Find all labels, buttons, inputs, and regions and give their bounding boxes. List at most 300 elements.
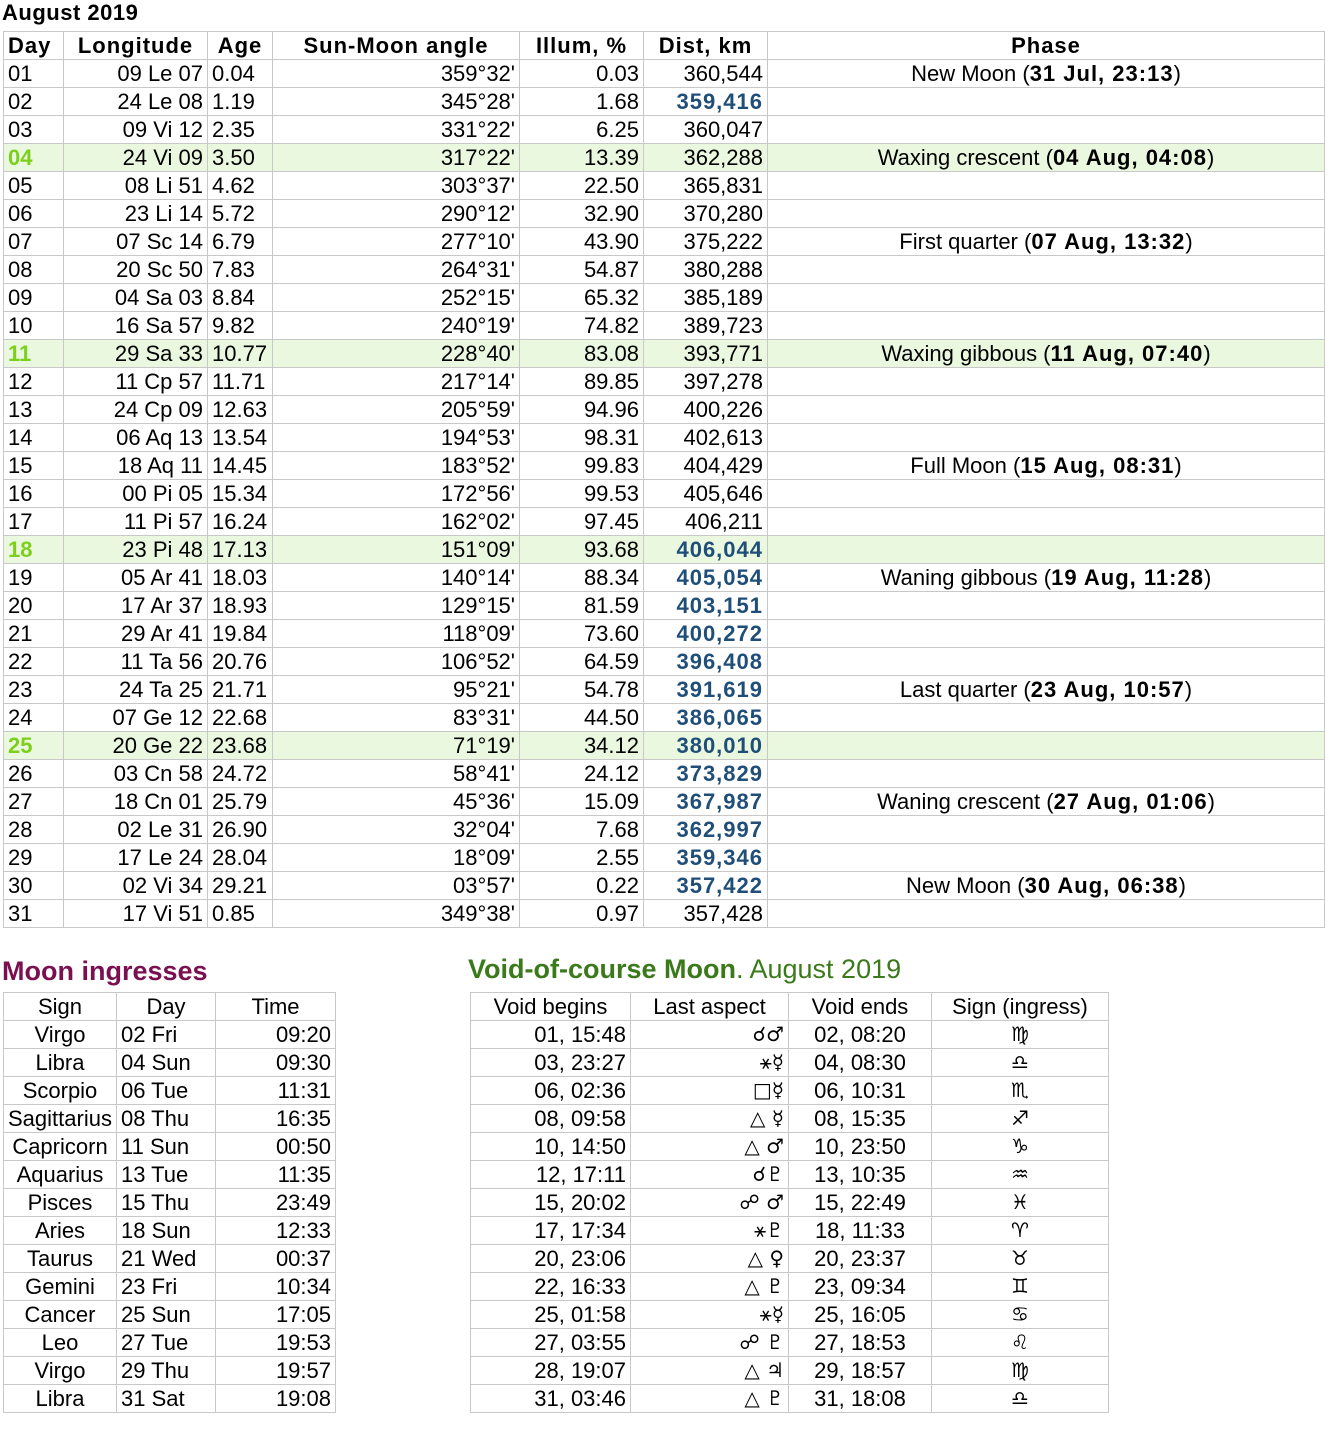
cell-angle: 32°04'	[273, 816, 520, 844]
cell-longitude: 09 Le 07	[64, 60, 208, 88]
cell-phase	[768, 480, 1325, 508]
cell-day: 18	[4, 536, 64, 564]
cell-dist: 370,280	[644, 200, 768, 228]
table-row	[4, 1189, 336, 1217]
cell-illum: 7.68	[520, 816, 644, 844]
cell-void-ends: 10, 23:50	[789, 1133, 932, 1161]
cell-time: 11:35	[216, 1161, 336, 1189]
cell-angle: 317°22'	[273, 144, 520, 172]
phase-name: Waning gibbous (	[880, 565, 1052, 590]
cell-last-aspect: △ ♂	[631, 1133, 789, 1161]
cell-longitude: 06 Aq 13	[64, 424, 208, 452]
cell-sign-ingress: ♋	[932, 1301, 1109, 1329]
table-row	[4, 340, 1325, 368]
table-row	[4, 1217, 336, 1245]
phase-time: 27 Aug, 01:06	[1053, 789, 1208, 814]
col-header-day: Day	[4, 32, 64, 60]
cell-sign-ingress: ♓	[932, 1189, 1109, 1217]
phase-time: 07 Aug, 13:32	[1031, 229, 1186, 254]
phase-name: New Moon (	[906, 873, 1025, 898]
table-row	[471, 1049, 1109, 1077]
cell-age: 24.72	[208, 760, 273, 788]
cell-longitude: 29 Ar 41	[64, 620, 208, 648]
cell-last-aspect: △ ♀	[631, 1245, 789, 1273]
cell-longitude: 08 Li 51	[64, 172, 208, 200]
table-row	[471, 1245, 1109, 1273]
cell-illum: 0.97	[520, 900, 644, 928]
cell-day: 23	[4, 676, 64, 704]
phase-name: New Moon (	[911, 61, 1030, 86]
cell-void-begins: 28, 19:07	[471, 1357, 631, 1385]
phase-close: )	[1203, 565, 1212, 590]
table-row	[471, 1329, 1109, 1357]
cell-sign-ingress: ♍	[932, 1021, 1109, 1049]
cell-phase	[768, 732, 1325, 760]
table-row	[4, 116, 1325, 144]
cell-day: 29	[4, 844, 64, 872]
cell-sign: Gemini	[4, 1273, 117, 1301]
cell-sign: Leo	[4, 1329, 117, 1357]
cell-angle: 331°22'	[273, 116, 520, 144]
table-row	[4, 592, 1325, 620]
cell-age: 22.68	[208, 704, 273, 732]
cell-illum: 34.12	[520, 732, 644, 760]
cell-void-ends: 29, 18:57	[789, 1357, 932, 1385]
void-title-suffix: . August 2019	[735, 954, 902, 984]
cell-day: 14	[4, 424, 64, 452]
phase-close: )	[1206, 145, 1215, 170]
cell-phase	[768, 200, 1325, 228]
cell-sign: Taurus	[4, 1245, 117, 1273]
cell-age: 7.83	[208, 256, 273, 284]
cell-last-aspect: △ ♇	[631, 1385, 789, 1413]
cell-day: 23 Fri	[117, 1273, 216, 1301]
table-row	[4, 256, 1325, 284]
cell-day: 22	[4, 648, 64, 676]
cell-dist: 405,054	[644, 564, 768, 592]
cell-void-ends: 27, 18:53	[789, 1329, 932, 1357]
cell-age: 2.35	[208, 116, 273, 144]
cell-dist: 391,619	[644, 676, 768, 704]
cell-dist: 380,010	[644, 732, 768, 760]
cell-phase	[768, 844, 1325, 872]
table-row	[4, 676, 1325, 704]
cell-age: 29.21	[208, 872, 273, 900]
cell-day: 10	[4, 312, 64, 340]
cell-dist: 406,044	[644, 536, 768, 564]
table-row	[4, 1133, 336, 1161]
cell-illum: 99.53	[520, 480, 644, 508]
cell-day: 13 Tue	[117, 1161, 216, 1189]
cell-longitude: 24 Le 08	[64, 88, 208, 116]
cell-angle: 18°09'	[273, 844, 520, 872]
cell-day: 01	[4, 60, 64, 88]
cell-angle: 349°38'	[273, 900, 520, 928]
cell-longitude: 16 Sa 57	[64, 312, 208, 340]
cell-day: 25	[4, 732, 64, 760]
table-row	[471, 1161, 1109, 1189]
phase-name: First quarter (	[899, 229, 1032, 254]
cell-angle: 277°10'	[273, 228, 520, 256]
table-row	[4, 844, 1325, 872]
table-row	[471, 1133, 1109, 1161]
cell-longitude: 11 Pi 57	[64, 508, 208, 536]
table-row	[471, 1021, 1109, 1049]
cell-longitude: 11 Ta 56	[64, 648, 208, 676]
cell-age: 11.71	[208, 368, 273, 396]
cell-illum: 2.55	[520, 844, 644, 872]
cell-dist: 396,408	[644, 648, 768, 676]
col-header-dist: Dist, km	[644, 32, 768, 60]
cell-age: 14.45	[208, 452, 273, 480]
cell-phase	[768, 760, 1325, 788]
cell-age: 21.71	[208, 676, 273, 704]
table-row	[4, 452, 1325, 480]
cell-dist: 380,288	[644, 256, 768, 284]
cell-void-ends: 23, 09:34	[789, 1273, 932, 1301]
cell-phase	[768, 312, 1325, 340]
cell-phase	[768, 116, 1325, 144]
col-header-angle: Sun-Moon angle	[273, 32, 520, 60]
cell-sign: Capricorn	[4, 1133, 117, 1161]
cell-void-begins: 01, 15:48	[471, 1021, 631, 1049]
cell-age: 10.77	[208, 340, 273, 368]
table-row	[4, 732, 1325, 760]
cell-sign-ingress: ♒	[932, 1161, 1109, 1189]
cell-longitude: 02 Vi 34	[64, 872, 208, 900]
table-row	[4, 508, 1325, 536]
cell-day: 27	[4, 788, 64, 816]
cell-illum: 0.22	[520, 872, 644, 900]
cell-time: 16:35	[216, 1105, 336, 1133]
cell-void-ends: 08, 15:35	[789, 1105, 932, 1133]
cell-angle: 240°19'	[273, 312, 520, 340]
table-row	[4, 1385, 336, 1413]
table-row	[471, 1217, 1109, 1245]
cell-sign: Pisces	[4, 1189, 117, 1217]
cell-age: 16.24	[208, 508, 273, 536]
table-row	[4, 1161, 336, 1189]
cell-day: 11	[4, 340, 64, 368]
table-row	[4, 396, 1325, 424]
cell-illum: 22.50	[520, 172, 644, 200]
moon-phase-table	[3, 31, 1325, 928]
phase-name: Last quarter (	[899, 677, 1031, 702]
cell-longitude: 18 Cn 01	[64, 788, 208, 816]
cell-dist: 362,288	[644, 144, 768, 172]
cell-longitude: 02 Le 31	[64, 816, 208, 844]
cell-day: 27 Tue	[117, 1329, 216, 1357]
cell-angle: 217°14'	[273, 368, 520, 396]
cell-phase	[768, 228, 1325, 256]
cell-sign: Virgo	[4, 1021, 117, 1049]
cell-phase	[768, 452, 1325, 480]
col-header-longitude: Longitude	[64, 32, 208, 60]
table-row	[4, 648, 1325, 676]
cell-last-aspect: △ ☿	[631, 1105, 789, 1133]
cell-longitude: 24 Vi 09	[64, 144, 208, 172]
cell-time: 09:20	[216, 1021, 336, 1049]
cell-last-aspect: ☍ ♂	[631, 1189, 789, 1217]
cell-dist: 389,723	[644, 312, 768, 340]
table-row	[471, 1357, 1109, 1385]
table-row	[4, 872, 1325, 900]
cell-longitude: 00 Pi 05	[64, 480, 208, 508]
cell-age: 6.79	[208, 228, 273, 256]
cell-day: 11 Sun	[117, 1133, 216, 1161]
cell-illum: 0.03	[520, 60, 644, 88]
table-row	[4, 228, 1325, 256]
cell-age: 1.19	[208, 88, 273, 116]
table-row	[4, 704, 1325, 732]
cell-sign: Aquarius	[4, 1161, 117, 1189]
cell-day: 06 Tue	[117, 1077, 216, 1105]
table-row	[4, 1105, 336, 1133]
phase-name: Waxing crescent (	[877, 145, 1053, 170]
cell-age: 0.85	[208, 900, 273, 928]
cell-longitude: 04 Sa 03	[64, 284, 208, 312]
cell-illum: 88.34	[520, 564, 644, 592]
cell-age: 18.03	[208, 564, 273, 592]
cell-illum: 99.83	[520, 452, 644, 480]
phase-time: 04 Aug, 04:08	[1052, 145, 1207, 170]
cell-phase	[768, 256, 1325, 284]
cell-phase	[768, 88, 1325, 116]
cell-age: 17.13	[208, 536, 273, 564]
table-header-row	[4, 32, 1325, 60]
cell-longitude: 05 Ar 41	[64, 564, 208, 592]
cell-void-begins: 27, 03:55	[471, 1329, 631, 1357]
cell-day: 18 Sun	[117, 1217, 216, 1245]
table-row	[4, 1273, 336, 1301]
phase-close: )	[1178, 873, 1186, 898]
table-row	[4, 368, 1325, 396]
col-header-time: Time	[216, 993, 336, 1021]
cell-sign: Cancer	[4, 1301, 117, 1329]
cell-phase	[768, 340, 1325, 368]
cell-angle: 03°57'	[273, 872, 520, 900]
cell-day: 26	[4, 760, 64, 788]
cell-illum: 64.59	[520, 648, 644, 676]
void-table	[470, 992, 1109, 1413]
cell-age: 9.82	[208, 312, 273, 340]
cell-dist: 386,065	[644, 704, 768, 732]
cell-illum: 65.32	[520, 284, 644, 312]
cell-sign: Scorpio	[4, 1077, 117, 1105]
cell-day: 17	[4, 508, 64, 536]
table-row	[4, 1049, 336, 1077]
phase-close: )	[1185, 229, 1193, 254]
phase-time: 23 Aug, 10:57	[1030, 677, 1185, 702]
cell-angle: 95°21'	[273, 676, 520, 704]
phase-time: 31 Jul, 23:13	[1029, 61, 1174, 86]
table-row	[4, 1357, 336, 1385]
cell-longitude: 18 Aq 11	[64, 452, 208, 480]
cell-phase	[768, 872, 1325, 900]
cell-time: 11:31	[216, 1077, 336, 1105]
cell-last-aspect: ⚹♇	[631, 1217, 789, 1245]
col-header-phase: Phase	[768, 32, 1325, 60]
cell-day: 21 Wed	[117, 1245, 216, 1273]
cell-angle: 106°52'	[273, 648, 520, 676]
table-row	[4, 200, 1325, 228]
table-row	[4, 424, 1325, 452]
cell-phase	[768, 676, 1325, 704]
col-header-illum: Illum, %	[520, 32, 644, 60]
cell-dist: 360,544	[644, 60, 768, 88]
phase-close: )	[1203, 341, 1211, 366]
cell-age: 13.54	[208, 424, 273, 452]
cell-angle: 151°09'	[273, 536, 520, 564]
cell-dist: 359,416	[644, 88, 768, 116]
cell-longitude: 24 Ta 25	[64, 676, 208, 704]
cell-angle: 172°56'	[273, 480, 520, 508]
cell-age: 15.34	[208, 480, 273, 508]
cell-day: 20	[4, 592, 64, 620]
cell-illum: 1.68	[520, 88, 644, 116]
cell-day: 08	[4, 256, 64, 284]
cell-angle: 290°12'	[273, 200, 520, 228]
table-row	[4, 816, 1325, 844]
cell-day: 31 Sat	[117, 1385, 216, 1413]
cell-dist: 403,151	[644, 592, 768, 620]
cell-sign-ingress: ♎	[932, 1049, 1109, 1077]
cell-phase	[768, 788, 1325, 816]
cell-longitude: 20 Sc 50	[64, 256, 208, 284]
cell-last-aspect: □☿	[631, 1077, 789, 1105]
cell-day: 08 Thu	[117, 1105, 216, 1133]
cell-void-begins: 20, 23:06	[471, 1245, 631, 1273]
cell-angle: 71°19'	[273, 732, 520, 760]
cell-phase	[768, 424, 1325, 452]
cell-illum: 6.25	[520, 116, 644, 144]
table-row	[471, 1105, 1109, 1133]
col-header-last-aspect: Last aspect	[631, 993, 789, 1021]
cell-illum: 97.45	[520, 508, 644, 536]
cell-void-ends: 04, 08:30	[789, 1049, 932, 1077]
page-title: August 2019	[2, 0, 139, 25]
phase-time: 19 Aug, 11:28	[1051, 565, 1204, 590]
cell-phase	[768, 900, 1325, 928]
cell-phase	[768, 396, 1325, 424]
cell-day: 31	[4, 900, 64, 928]
cell-angle: 359°32'	[273, 60, 520, 88]
cell-dist: 397,278	[644, 368, 768, 396]
cell-void-begins: 12, 17:11	[471, 1161, 631, 1189]
cell-void-ends: 20, 23:37	[789, 1245, 932, 1273]
table-row	[4, 564, 1325, 592]
cell-illum: 24.12	[520, 760, 644, 788]
cell-age: 18.93	[208, 592, 273, 620]
cell-void-ends: 31, 18:08	[789, 1385, 932, 1413]
cell-time: 00:50	[216, 1133, 336, 1161]
cell-time: 10:34	[216, 1273, 336, 1301]
cell-void-begins: 03, 23:27	[471, 1049, 631, 1077]
table-row	[4, 1329, 336, 1357]
cell-dist: 404,429	[644, 452, 768, 480]
cell-phase	[768, 144, 1325, 172]
cell-time: 23:49	[216, 1189, 336, 1217]
cell-illum: 54.87	[520, 256, 644, 284]
cell-void-ends: 02, 08:20	[789, 1021, 932, 1049]
cell-day: 16	[4, 480, 64, 508]
cell-longitude: 09 Vi 12	[64, 116, 208, 144]
cell-day: 04	[4, 144, 64, 172]
cell-void-begins: 15, 20:02	[471, 1189, 631, 1217]
cell-phase	[768, 592, 1325, 620]
table-row	[4, 284, 1325, 312]
table-row	[4, 760, 1325, 788]
cell-day: 06	[4, 200, 64, 228]
cell-sign-ingress: ♌	[932, 1329, 1109, 1357]
cell-time: 09:30	[216, 1049, 336, 1077]
cell-longitude: 29 Sa 33	[64, 340, 208, 368]
void-title-main: Void-of-course Moon	[468, 954, 736, 984]
phase-close: )	[1173, 61, 1181, 86]
cell-longitude: 11 Cp 57	[64, 368, 208, 396]
cell-dist: 373,829	[644, 760, 768, 788]
cell-last-aspect: ⚹☿	[631, 1301, 789, 1329]
cell-illum: 73.60	[520, 620, 644, 648]
cell-phase	[768, 704, 1325, 732]
col-header-void-ends: Void ends	[789, 993, 932, 1021]
cell-age: 23.68	[208, 732, 273, 760]
cell-day: 21	[4, 620, 64, 648]
cell-day: 03	[4, 116, 64, 144]
cell-illum: 83.08	[520, 340, 644, 368]
cell-longitude: 07 Ge 12	[64, 704, 208, 732]
cell-sign-ingress: ♑	[932, 1133, 1109, 1161]
cell-void-begins: 25, 01:58	[471, 1301, 631, 1329]
cell-illum: 43.90	[520, 228, 644, 256]
cell-angle: 183°52'	[273, 452, 520, 480]
cell-void-begins: 22, 16:33	[471, 1273, 631, 1301]
table-row	[471, 1301, 1109, 1329]
table-row	[4, 60, 1325, 88]
cell-day: 15	[4, 452, 64, 480]
cell-sign-ingress: ♉	[932, 1245, 1109, 1273]
cell-dist: 367,987	[644, 788, 768, 816]
cell-angle: 83°31'	[273, 704, 520, 732]
table-row	[4, 172, 1325, 200]
cell-angle: 303°37'	[273, 172, 520, 200]
cell-day: 25 Sun	[117, 1301, 216, 1329]
phase-close: )	[1207, 789, 1215, 814]
phase-close: )	[1184, 677, 1193, 702]
cell-dist: 385,189	[644, 284, 768, 312]
cell-illum: 98.31	[520, 424, 644, 452]
cell-day: 02	[4, 88, 64, 116]
table-row	[471, 1077, 1109, 1105]
col-header-age: Age	[208, 32, 273, 60]
cell-dist: 357,422	[644, 872, 768, 900]
cell-age: 26.90	[208, 816, 273, 844]
cell-angle: 205°59'	[273, 396, 520, 424]
cell-time: 19:57	[216, 1357, 336, 1385]
table-row	[4, 536, 1325, 564]
cell-last-aspect: ☍ ♇	[631, 1329, 789, 1357]
cell-sign: Libra	[4, 1049, 117, 1077]
cell-dist: 406,211	[644, 508, 768, 536]
cell-void-ends: 13, 10:35	[789, 1161, 932, 1189]
cell-illum: 81.59	[520, 592, 644, 620]
cell-age: 19.84	[208, 620, 273, 648]
cell-void-begins: 17, 17:34	[471, 1217, 631, 1245]
cell-sign: Sagittarius	[4, 1105, 117, 1133]
cell-longitude: 17 Le 24	[64, 844, 208, 872]
cell-void-begins: 10, 14:50	[471, 1133, 631, 1161]
phase-time: 30 Aug, 06:38	[1024, 873, 1179, 898]
